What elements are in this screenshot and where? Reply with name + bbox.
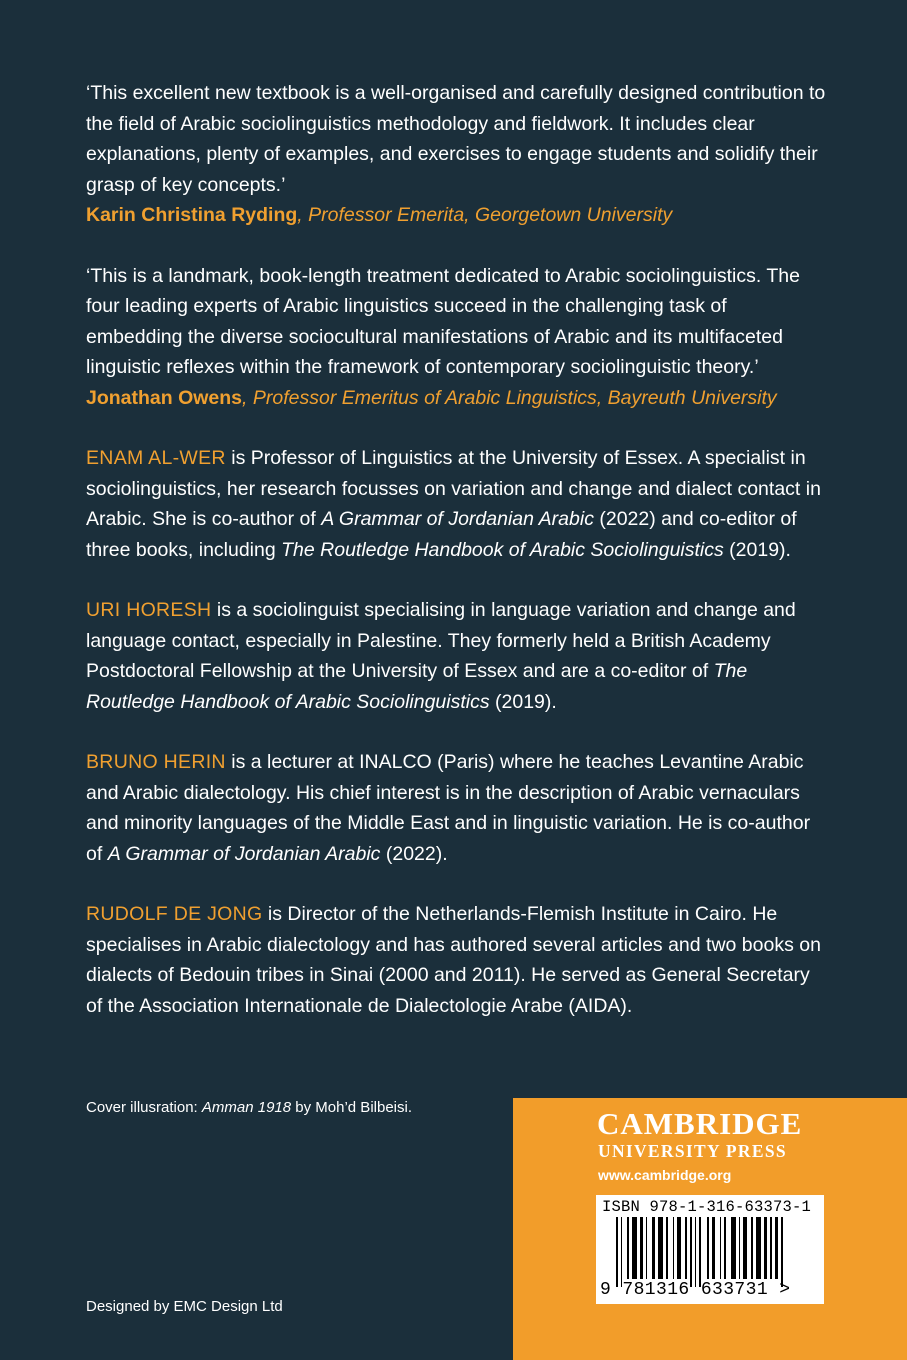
endorser-name: Jonathan Owens — [86, 386, 243, 409]
credit-prefix: Cover illusration: — [86, 1099, 202, 1116]
barcode-bar — [621, 1217, 623, 1287]
barcode-bar — [677, 1217, 680, 1279]
barcode-bar — [775, 1217, 778, 1279]
author-bio — [86, 443, 826, 565]
bio-text: is Director of the Netherlands-Flemish Institute in Cairo. He specialises in Arabic dialectology and has authored several articles and two books on dialects of Bedouin tribes in Sinai (2000 and 2011). He served as General Secretary of the Association Internationale de Dialectologie Arabe (AIDA). — [86, 903, 821, 1017]
isbn-barcode — [596, 1195, 824, 1304]
barcode-bar — [673, 1217, 675, 1279]
design-credit: Designed by EMC Design Ltd — [86, 1298, 283, 1315]
author-name: BRUNO HERIN — [86, 751, 226, 773]
barcode-bar — [712, 1217, 715, 1279]
barcode-bar — [770, 1217, 772, 1279]
barcode-bar — [739, 1217, 741, 1279]
credit-suffix: by Moh’d Bilbeisi. — [291, 1099, 412, 1116]
barcode-bar — [720, 1217, 722, 1279]
author-bio — [86, 747, 826, 869]
bio-text: (2022) and co-editor of three books, including — [86, 508, 797, 561]
endorsement-quote — [86, 78, 826, 231]
content-column — [86, 78, 826, 1051]
publisher-subtitle: UNIVERSITY PRESS — [598, 1141, 787, 1161]
barcode-bars — [616, 1217, 816, 1279]
barcode-bar — [658, 1217, 663, 1279]
author-name: URI HORESH — [86, 599, 212, 621]
barcode-bar — [695, 1217, 697, 1287]
barcode-bar — [731, 1217, 736, 1279]
bio-text: (2019). — [723, 538, 791, 561]
barcode-bar — [707, 1217, 709, 1279]
bio-text: is Professor of Linguistics at the University of Essex. A specialist in sociolinguistics, her research focusses on variation and change and dialect contact in Arabic. She is co-author of — [86, 447, 821, 530]
barcode-bar — [751, 1217, 753, 1279]
barcode-bar — [699, 1217, 701, 1287]
book-title: A Grammar of Jordanian Arabic — [107, 842, 381, 865]
author-bio — [86, 595, 826, 717]
barcode-bar — [640, 1217, 643, 1279]
publisher-logo: CAMBRIDGE — [597, 1106, 803, 1141]
author-bio — [86, 899, 826, 1021]
barcode-bar — [724, 1217, 726, 1279]
barcode-bar — [743, 1217, 746, 1279]
barcode-bar — [652, 1217, 655, 1279]
bio-text: (2019). — [489, 690, 557, 713]
barcode-bar — [632, 1217, 637, 1279]
barcode-bar — [756, 1217, 761, 1279]
isbn-label: ISBN 978-1-316-63373-1 — [602, 1198, 812, 1216]
book-title: The Routledge Handbook of Arabic Sociolinguistics — [281, 538, 724, 561]
endorsement-quote — [86, 261, 826, 414]
author-name: RUDOLF DE JONG — [86, 903, 263, 925]
barcode-bar — [690, 1217, 692, 1287]
publisher-panel — [513, 1098, 907, 1360]
quote-attribution — [86, 200, 826, 231]
book-title: The Routledge Handbook of Arabic Sociolinguistics — [86, 660, 748, 713]
barcode-digits: 9 781316 633731 > — [600, 1280, 791, 1300]
barcode-bar — [616, 1217, 618, 1287]
bio-text: is a lecturer at INALCO (Paris) where he teaches Levantine Arabic and Arabic dialectology. His chief interest is in the description of Arabic vernaculars and minority languages of the Middle East and in linguistic variation. He is co-author of — [86, 751, 811, 865]
endorser-name: Karin Christina Ryding — [86, 204, 298, 226]
quote-text: ‘This is a landmark, book-length treatment dedicated to Arabic sociolinguistics. The four leading experts of Arabic linguistics succeed in the challenging task of embedding the diverse sociocultural manifestations of Arabic and its multifaceted linguistic reflexes within the framework of contemporary sociolinguistic theory.’ — [86, 264, 800, 378]
publisher-url: www.cambridge.org — [598, 1167, 732, 1183]
quote-attribution — [86, 383, 826, 414]
book-title: A Grammar of Jordanian Arabic — [321, 508, 594, 530]
endorser-role: , Professor Emerita, Georgetown University — [297, 204, 673, 226]
author-name: ENAM AL-WER — [86, 447, 226, 469]
barcode-bar — [646, 1217, 648, 1279]
barcode-bar — [781, 1217, 783, 1287]
quote-text: ‘This excellent new textbook is a well-organised and carefully designed contribution to the field of Arabic sociolinguistics methodology and fieldwork. It includes clear explanations, plenty of examples, and exercises to engage students and solidify their grasp of key concepts.’ — [86, 82, 826, 196]
bio-text: (2022). — [380, 842, 448, 865]
artwork-title: Amman 1918 — [201, 1099, 292, 1116]
bio-text: is a sociolinguist specialising in language variation and change and language contact, especially in Palestine. They formerly held a British Academy Postdoctoral Fellowship at the University of Essex and are a co-editor of — [86, 599, 796, 682]
barcode-bar — [685, 1217, 687, 1279]
cover-illustration-credit — [86, 1098, 412, 1118]
barcode-bar — [666, 1217, 668, 1279]
endorser-role: , Professor Emeritus of Arabic Linguistics, Bayreuth University — [242, 386, 777, 409]
barcode-bar — [627, 1217, 629, 1279]
barcode-bar — [764, 1217, 767, 1279]
